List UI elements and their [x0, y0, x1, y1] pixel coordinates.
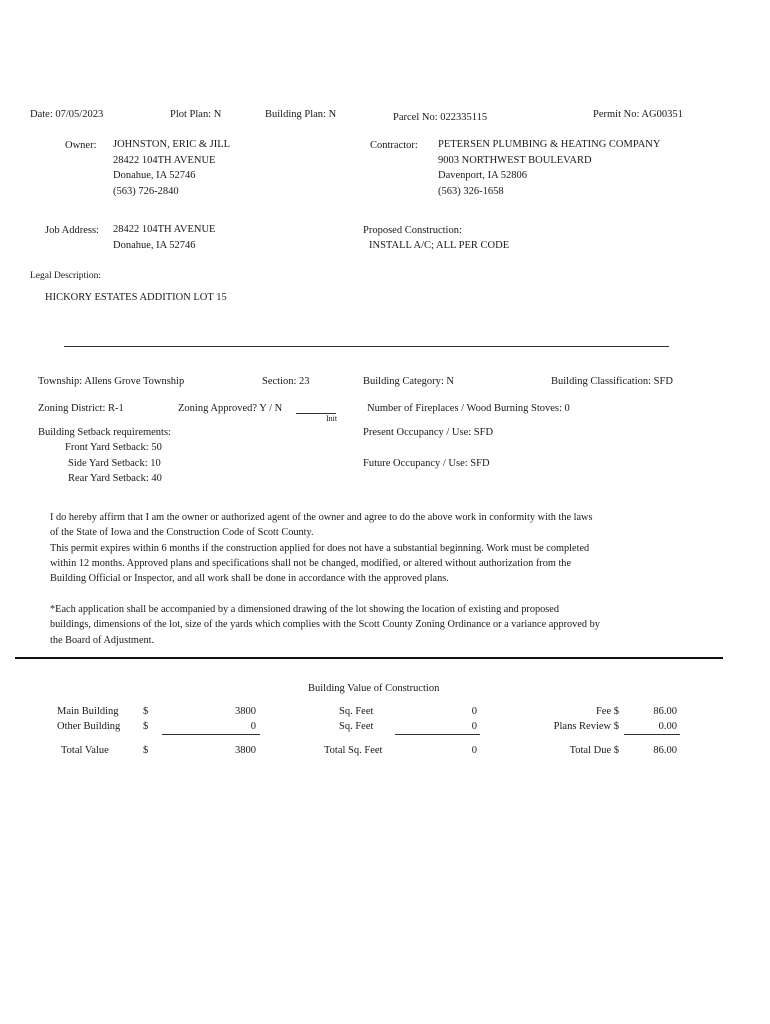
zoning-approved: Zoning Approved? Y / N [178, 403, 283, 414]
notice-line: the Board of Adjustment. [50, 634, 155, 646]
parcel-number: Parcel No: 022335115 [393, 112, 488, 123]
fee-subtotal-line [624, 734, 680, 735]
notice-line: *Each application shall be accompanied by a dimensioned drawing of the lot showing the location of existing and proposed [50, 604, 559, 615]
job-address-city: Donahue, IA 52746 [113, 239, 196, 251]
affirmation-line: This permit expires within 6 months if the construction applied for does not have a substantial beginning. Work must be completed [50, 542, 590, 554]
building-plan: Building Plan: N [265, 109, 337, 120]
total-due-amount: 86.00 [653, 745, 677, 756]
contractor-phone: (563) 326-1658 [438, 185, 504, 197]
building-category: Building Category: N [363, 376, 454, 387]
other-building-label: Other Building [57, 721, 121, 732]
main-building-currency: $ [143, 706, 149, 717]
plans-review-amount: 0.00 [658, 721, 677, 732]
other-building-value: 0 [250, 721, 256, 732]
legal-description-label: Legal Description: [30, 271, 101, 281]
owner-label: Owner: [65, 140, 97, 151]
job-address-label: Job Address: [45, 225, 99, 236]
total-value: 3800 [235, 745, 256, 756]
proposed-construction-label: Proposed Construction: [363, 225, 462, 236]
plans-review-label: Plans Review $ [553, 721, 619, 732]
valuation-divider [15, 657, 723, 659]
fee-amount: 86.00 [653, 706, 677, 717]
owner-name: JOHNSTON, ERIC & JILL [113, 139, 231, 150]
contractor-block [438, 137, 660, 199]
township: Township: Allens Grove Township [38, 376, 185, 387]
affirmation-line: Building Official or Inspector, and all work shall be done in accordance with the approved plans. [50, 573, 449, 585]
fireplaces-count: Number of Fireplaces / Wood Burning Stoves: 0 [367, 403, 570, 414]
contractor-name: PETERSEN PLUMBING & HEATING COMPANY [438, 139, 661, 150]
value-subtotal-line [162, 734, 260, 735]
setback-title: Building Setback requirements: [38, 427, 171, 438]
total-due-label: Total Due $ [569, 745, 619, 756]
permit-number: Permit No: AG00351 [593, 109, 683, 120]
main-building-value: 3800 [235, 706, 256, 717]
plot-plan: Plot Plan: N [170, 109, 222, 120]
fee-label: Fee $ [595, 706, 619, 717]
total-sq-feet: 0 [471, 745, 477, 756]
section: Section: 23 [262, 376, 310, 387]
building-classification: Building Classification: SFD [551, 376, 673, 387]
side-yard-setback: Side Yard Setback: 10 [68, 458, 161, 469]
owner-block [113, 137, 230, 199]
owner-phone: (563) 726-2840 [113, 185, 179, 197]
notice-line: buildings, dimensions of the lot, size of the yards which complies with the Scott County Zoning Ordinance or a variance approved by [50, 619, 600, 631]
job-address-block [113, 222, 215, 253]
rear-yard-setback: Rear Yard Setback: 40 [68, 473, 162, 484]
owner-city: Donahue, IA 52746 [113, 170, 196, 181]
total-sq-feet-label: Total Sq. Feet [324, 745, 383, 756]
affirmation-line: of the State of Iowa and the Construction Code of Scott County. [50, 527, 314, 539]
owner-street: 28422 104TH AVENUE [113, 154, 216, 166]
present-occupancy: Present Occupancy / Use: SFD [363, 427, 494, 438]
sq-feet-subtotal-line [395, 734, 480, 735]
zoning-district: Zoning District: R-1 [38, 403, 124, 414]
zoning-init-label: Init [326, 414, 338, 423]
notice-paragraph [50, 602, 670, 648]
total-value-currency: $ [143, 745, 149, 756]
valuation-title: Building Value of Construction [308, 683, 440, 694]
affirmation-paragraph [50, 510, 670, 586]
other-building-currency: $ [143, 721, 149, 732]
future-occupancy: Future Occupancy / Use: SFD [363, 458, 490, 469]
affirmation-line: within 12 months. Approved plans and specifications shall not be changed, modified, or altered without authorization from the [50, 557, 572, 569]
total-value-label: Total Value [61, 745, 109, 756]
section-divider [64, 346, 669, 347]
other-sq-feet-label: Sq. Feet [339, 721, 374, 732]
contractor-city: Davenport, IA 52806 [438, 170, 527, 181]
other-sq-feet: 0 [471, 721, 477, 732]
permit-date: Date: 07/05/2023 [30, 109, 104, 120]
main-sq-feet-label: Sq. Feet [339, 706, 374, 717]
contractor-street: 9003 NORTHWEST BOULEVARD [438, 154, 592, 166]
front-yard-setback: Front Yard Setback: 50 [65, 442, 162, 453]
proposed-construction-value: INSTALL A/C; ALL PER CODE [369, 240, 510, 251]
main-building-label: Main Building [57, 706, 119, 717]
contractor-label: Contractor: [370, 140, 418, 151]
legal-description-value: HICKORY ESTATES ADDITION LOT 15 [45, 292, 227, 303]
job-address-street: 28422 104TH AVENUE [113, 224, 216, 235]
affirmation-line: I do hereby affirm that I am the owner or authorized agent of the owner and agree to do the above work in conformity with the laws [50, 512, 593, 523]
main-sq-feet: 0 [471, 706, 477, 717]
